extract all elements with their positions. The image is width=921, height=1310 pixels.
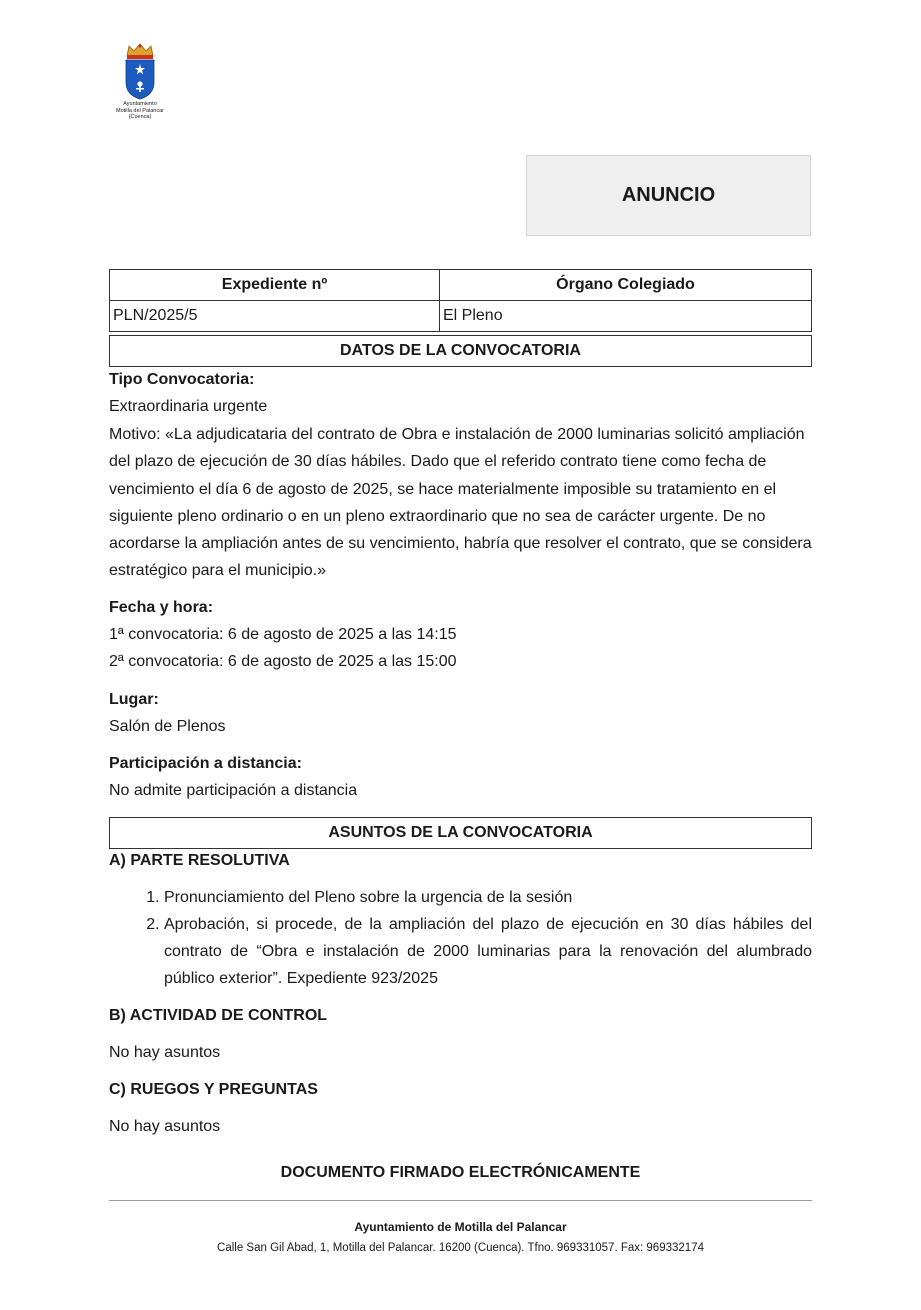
tipo-convocatoria-label: Tipo Convocatoria: xyxy=(109,371,255,388)
lugar-value: Salón de Plenos xyxy=(109,718,226,735)
primera-convocatoria: 1ª convocatoria: 6 de agosto de 2025 a las 14:15 xyxy=(109,626,457,643)
section-asuntos-convocatoria: ASUNTOS DE LA CONVOCATORIA xyxy=(109,817,812,849)
ruegos-preguntas-heading: C) RUEGOS Y PREGUNTAS xyxy=(109,1081,318,1098)
ruegos-preguntas-value: No hay asuntos xyxy=(109,1118,221,1135)
organo-value: El Pleno xyxy=(440,301,812,332)
table-row xyxy=(110,301,812,332)
logo-caption: Ayuntamiento Motilla del Palancar (Cuenca) xyxy=(116,101,164,120)
asuntos-list xyxy=(109,884,812,992)
footer-address: Calle San Gil Abad, 1, Motilla del Palancar. 16200 (Cuenca). Tfno. 969331057. Fax: 969332174 xyxy=(217,1242,704,1254)
list-item: 1. Pronunciamiento del Pleno sobre la urgencia de la sesión xyxy=(164,884,812,911)
section-datos-convocatoria: DATOS DE LA CONVOCATORIA xyxy=(109,335,812,367)
coat-of-arms-icon xyxy=(123,42,157,100)
expediente-table xyxy=(109,269,812,332)
footer-entity: Ayuntamiento de Motilla del Palancar xyxy=(354,1220,567,1234)
actividad-control-value: No hay asuntos xyxy=(109,1044,221,1061)
fecha-hora-label: Fecha y hora: xyxy=(109,599,214,616)
municipal-logo xyxy=(108,42,172,121)
tipo-convocatoria-value: Extraordinaria urgente xyxy=(109,398,268,415)
actividad-control-heading: B) ACTIVIDAD DE CONTROL xyxy=(109,1007,328,1024)
lugar-label: Lugar: xyxy=(109,691,159,708)
signed-notice: DOCUMENTO FIRMADO ELECTRÓNICAMENTE xyxy=(280,1164,641,1181)
participacion-label: Participación a distancia: xyxy=(109,755,302,772)
segunda-convocatoria: 2ª convocatoria: 6 de agosto de 2025 a las 15:00 xyxy=(109,653,457,670)
participacion-value: No admite participación a distancia xyxy=(109,782,358,799)
organo-header: Órgano Colegiado xyxy=(440,270,812,301)
notice-title: ANUNCIO xyxy=(621,184,716,206)
parte-resolutiva-heading: A) PARTE RESOLUTIVA xyxy=(109,852,290,869)
expediente-value: PLN/2025/5 xyxy=(110,301,440,332)
list-item: 2. Aprobación, si procede, de la ampliación del plazo de ejecución en 30 días hábiles del contrato de “Obra e instalación de 2000 luminarias para la renovación del alumbrado público exterior”. Expediente 923/2025 xyxy=(164,911,812,992)
notice-title-box xyxy=(526,155,811,236)
table-header-row xyxy=(110,270,812,301)
motivo-paragraph: Motivo: «La adjudicataria del contrato de Obra e instalación de 2000 luminarias solicitó ampliación del plazo de ejecución de 30 días hábiles. Dado que el referido contrato tiene como fecha de vencimiento el día 6 de agosto de 2025, se hace materialmente imposible su tratamiento en el siguiente pleno ordinario o en un pleno extraordinario que no sea de carácter urgente. De no acordarse la ampliación antes de su vencimiento, habría que resolver el contrato, que se considera estratégico para el municipio.» xyxy=(109,426,812,580)
expediente-header: Expediente nº xyxy=(110,270,440,301)
footer-divider xyxy=(109,1200,812,1201)
